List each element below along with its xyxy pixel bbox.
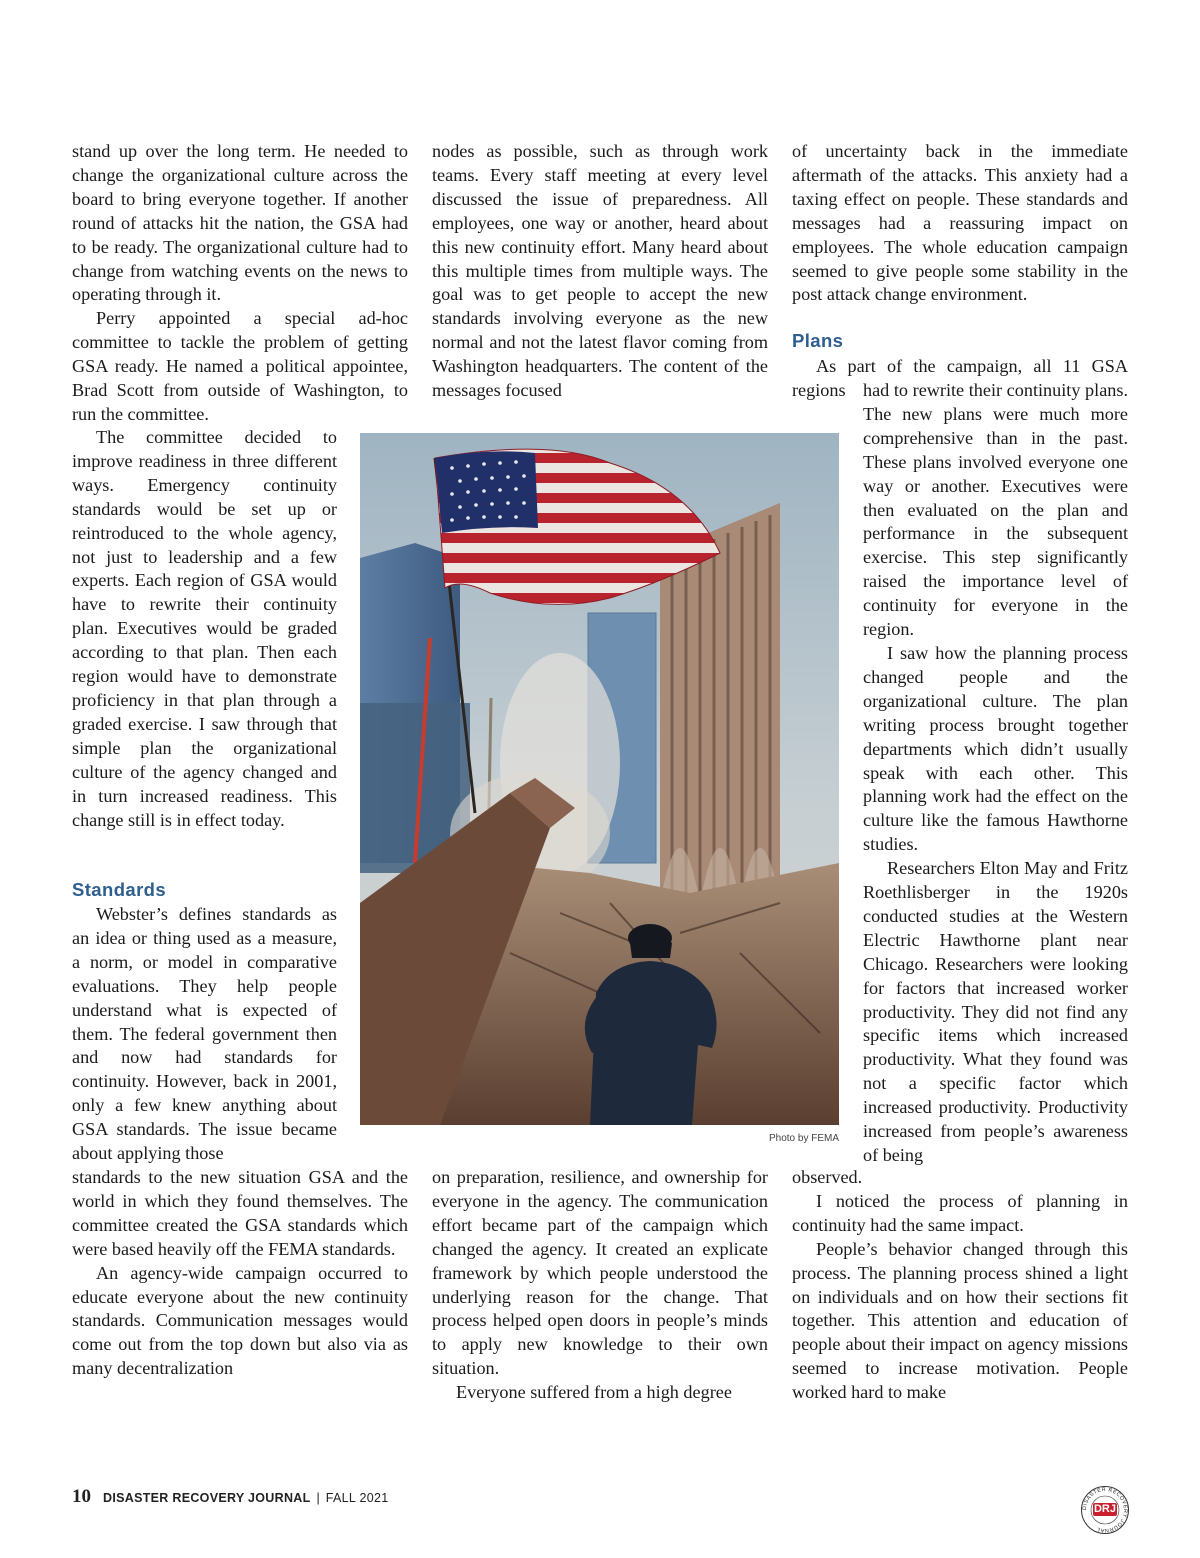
footer-separator: | bbox=[316, 1491, 320, 1505]
paragraph: of uncertainty back in the immediate aftermath of the attacks. This anxiety had a taxing effect on people. These standards and messages had a reassuring impact on employees. The whole education campaign seemed to give people some stability in the post attack change environment. bbox=[792, 141, 1128, 305]
page-footer bbox=[72, 1486, 389, 1508]
col3-narrow-block bbox=[863, 379, 1128, 1168]
paragraph: nodes as possible, such as through work teams. Every staff meeting at every level discussed the issue of preparedness. All employees, one way or another, heard about this new continuity effort. Many heard about this multiple times from multiple ways. The goal was to get people to accept the new standards involving everyone as the new normal and not the latest flavor coming from Washington headquarters. The content of the messages focused bbox=[432, 141, 768, 401]
col1-top-block bbox=[72, 140, 408, 427]
photo-credit: Photo by FEMA bbox=[768, 1133, 839, 1144]
col3-top-block bbox=[792, 140, 1128, 307]
paragraph: standards to the new situation GSA and the world in which they found themselves. The committee created the GSA standards which were based heavily off the FEMA standards. bbox=[72, 1167, 408, 1259]
col2-top-block bbox=[432, 140, 768, 403]
photo-flag-over-ruins bbox=[360, 433, 839, 1125]
col1-bottom-block bbox=[72, 1166, 408, 1381]
photo-illustration bbox=[360, 433, 839, 1125]
paragraph: I noticed the process of planning in continuity had the same impact. bbox=[792, 1190, 1128, 1235]
paragraph: I saw how the planning process changed people and the organizational culture. The plan writing process brought together departments which didn’t usually speak with each other. This planning work had the effect on the culture like the famous Hawthorne studies. bbox=[863, 642, 1128, 855]
page-number: 10 bbox=[72, 1486, 91, 1507]
paragraph: Researchers Elton May and Fritz Roethlisberger in the 1920s conducted studies at the Western Electric Hawthorne plant near Chicago. Researchers were looking for factors that increased worker productivity. They did not find any specific items which increased productivity. What they found was not a specific factor which increased productivity. Productivity increased from people’s awareness of being bbox=[863, 858, 1128, 1165]
paragraph: observed. bbox=[792, 1167, 863, 1187]
paragraph: on preparation, resilience, and ownership for everyone in the agency. The communication effort became part of the campaign which changed the agency. It created an explicate framework by which people understood the underlying reason for the change. That process helped open doors in people’s minds to apply new knowledge to their own situation. bbox=[432, 1167, 768, 1379]
publication-name: DISASTER RECOVERY JOURNAL bbox=[103, 1491, 311, 1505]
paragraph: Perry appointed a special ad-hoc committee to tackle the problem of getting GSA ready. He named a political appointee, Brad Scott from outside of Washington, to run the committee. bbox=[72, 308, 408, 424]
col2-bottom-block bbox=[432, 1166, 768, 1405]
paragraph: had to rewrite their continuity plans. The new plans were much more comprehensive than in the past. These plans involved everyone one way or another. Executives were then evaluated on the plan and performance in the subsequent exercise. This step significantly raised the importance level of continuity for everyone in the region. bbox=[863, 380, 1128, 640]
paragraph: As part of the campaign, all 11 GSA regions bbox=[792, 356, 1128, 400]
drj-logo bbox=[1080, 1485, 1130, 1535]
section-heading-standards: Standards bbox=[72, 879, 167, 900]
paragraph: An agency-wide campaign occurred to educate everyone about the new continuity standards. Communication messages would come out from the top down but also via as many decentralization bbox=[72, 1262, 408, 1379]
paragraph: The committee decided to improve readiness in three different ways. Emergency continuity standards would be set up or reintroduced to the whole agency, not just to leadership and a few experts. Each region of GSA would have to rewrite their continuity plan. Executives would be graded according to that plan. Then each region would have to demonstrate proficiency in that plan through a graded exercise. I saw through that simple plan the organizational culture of the agency changed and in turn increased readiness. This change still is in effect today. bbox=[72, 427, 337, 830]
paragraph: Everyone suffered from a high degree bbox=[456, 1382, 732, 1403]
paragraph: Webster’s defines standards as an idea or thing used as a measure, a norm, or model in comparative evaluations. They help people understand what is expected of them. The federal government then and now had standards for continuity. However, back in 2001, only a few knew anything about GSA standards. The issue became about applying those bbox=[72, 904, 337, 1164]
col3-bottom-block bbox=[792, 1166, 1128, 1405]
section-heading-plans: Plans bbox=[792, 330, 844, 351]
col1-websters-block bbox=[72, 903, 337, 1166]
paragraph: People’s behavior changed through this process. The planning process shined a light on individuals and on how their sections fit together. This attention and education of people about their impact on agency missions seemed to increase motivation. People worked hard to make bbox=[792, 1238, 1128, 1403]
logo-mark: DRJ bbox=[1093, 1503, 1116, 1515]
col1-committee-block bbox=[72, 426, 337, 832]
logo-ring-text: DISASTER RECOVERY JOURNAL bbox=[1081, 1486, 1129, 1534]
issue-label: FALL 2021 bbox=[325, 1491, 389, 1505]
paragraph: stand up over the long term. He needed to change the organizational culture across the board to bring everyone together. If another round of attacks hit the nation, the GSA had to be ready. The organizational culture had to change from watching events on the news to operating through it. bbox=[72, 141, 408, 305]
